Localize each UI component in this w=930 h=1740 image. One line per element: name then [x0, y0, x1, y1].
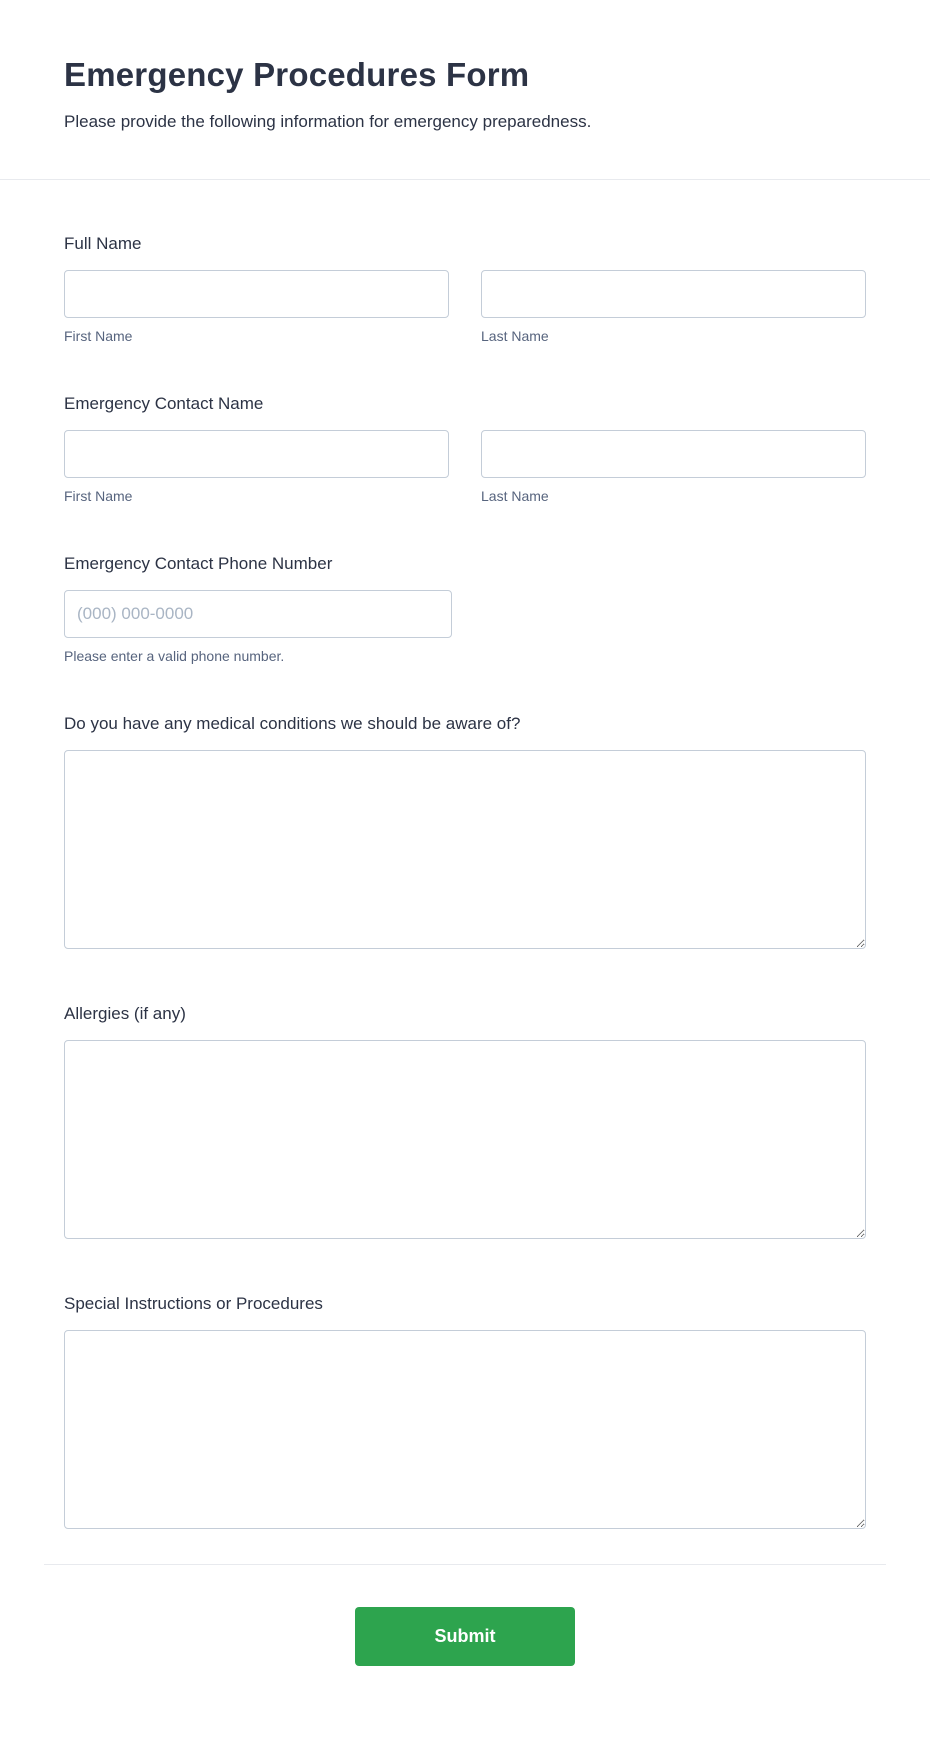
full-name-first-input[interactable]: [64, 270, 449, 318]
full-name-last-sublabel: Last Name: [481, 327, 549, 344]
medical-conditions-textarea[interactable]: [64, 750, 866, 949]
field-special-instructions: [64, 1294, 866, 1534]
form-body: [0, 180, 930, 1534]
special-instructions-label: Special Instructions or Procedures: [64, 1293, 323, 1313]
page-subtitle: Please provide the following information for emergency preparedness.: [64, 112, 592, 131]
form-header: [0, 0, 930, 135]
emergency-contact-phone-label: Emergency Contact Phone Number: [64, 553, 333, 573]
emergency-contact-phone-input[interactable]: [64, 590, 452, 638]
page-title: Emergency Procedures Form: [64, 56, 530, 93]
full-name-last-input[interactable]: [481, 270, 866, 318]
full-name-first-sublabel: First Name: [64, 327, 133, 344]
field-medical-conditions: [64, 714, 866, 954]
submit-row: [0, 1565, 930, 1720]
emergency-contact-phone-sublabel: Please enter a valid phone number.: [64, 647, 285, 664]
emergency-contact-first-col: [64, 430, 449, 504]
field-emergency-contact-name: [64, 394, 866, 504]
full-name-row: [64, 270, 866, 344]
emergency-contact-last-input[interactable]: [481, 430, 866, 478]
emergency-contact-name-row: [64, 430, 866, 504]
emergency-contact-last-sublabel: Last Name: [481, 487, 549, 504]
full-name-last-col: [481, 270, 866, 344]
phone-input-wrap: [64, 590, 452, 664]
field-emergency-contact-phone: [64, 554, 866, 664]
special-instructions-textarea[interactable]: [64, 1330, 866, 1529]
emergency-contact-last-col: [481, 430, 866, 504]
emergency-contact-first-input[interactable]: [64, 430, 449, 478]
field-allergies: [64, 1004, 866, 1244]
allergies-textarea[interactable]: [64, 1040, 866, 1239]
submit-button[interactable]: Submit: [355, 1607, 575, 1666]
allergies-label: Allergies (if any): [64, 1003, 186, 1023]
full-name-label: Full Name: [64, 233, 142, 253]
field-full-name: [64, 234, 866, 344]
full-name-first-col: [64, 270, 449, 344]
emergency-contact-name-label: Emergency Contact Name: [64, 393, 264, 413]
medical-conditions-label: Do you have any medical conditions we should be aware of?: [64, 713, 521, 733]
emergency-contact-first-sublabel: First Name: [64, 487, 133, 504]
